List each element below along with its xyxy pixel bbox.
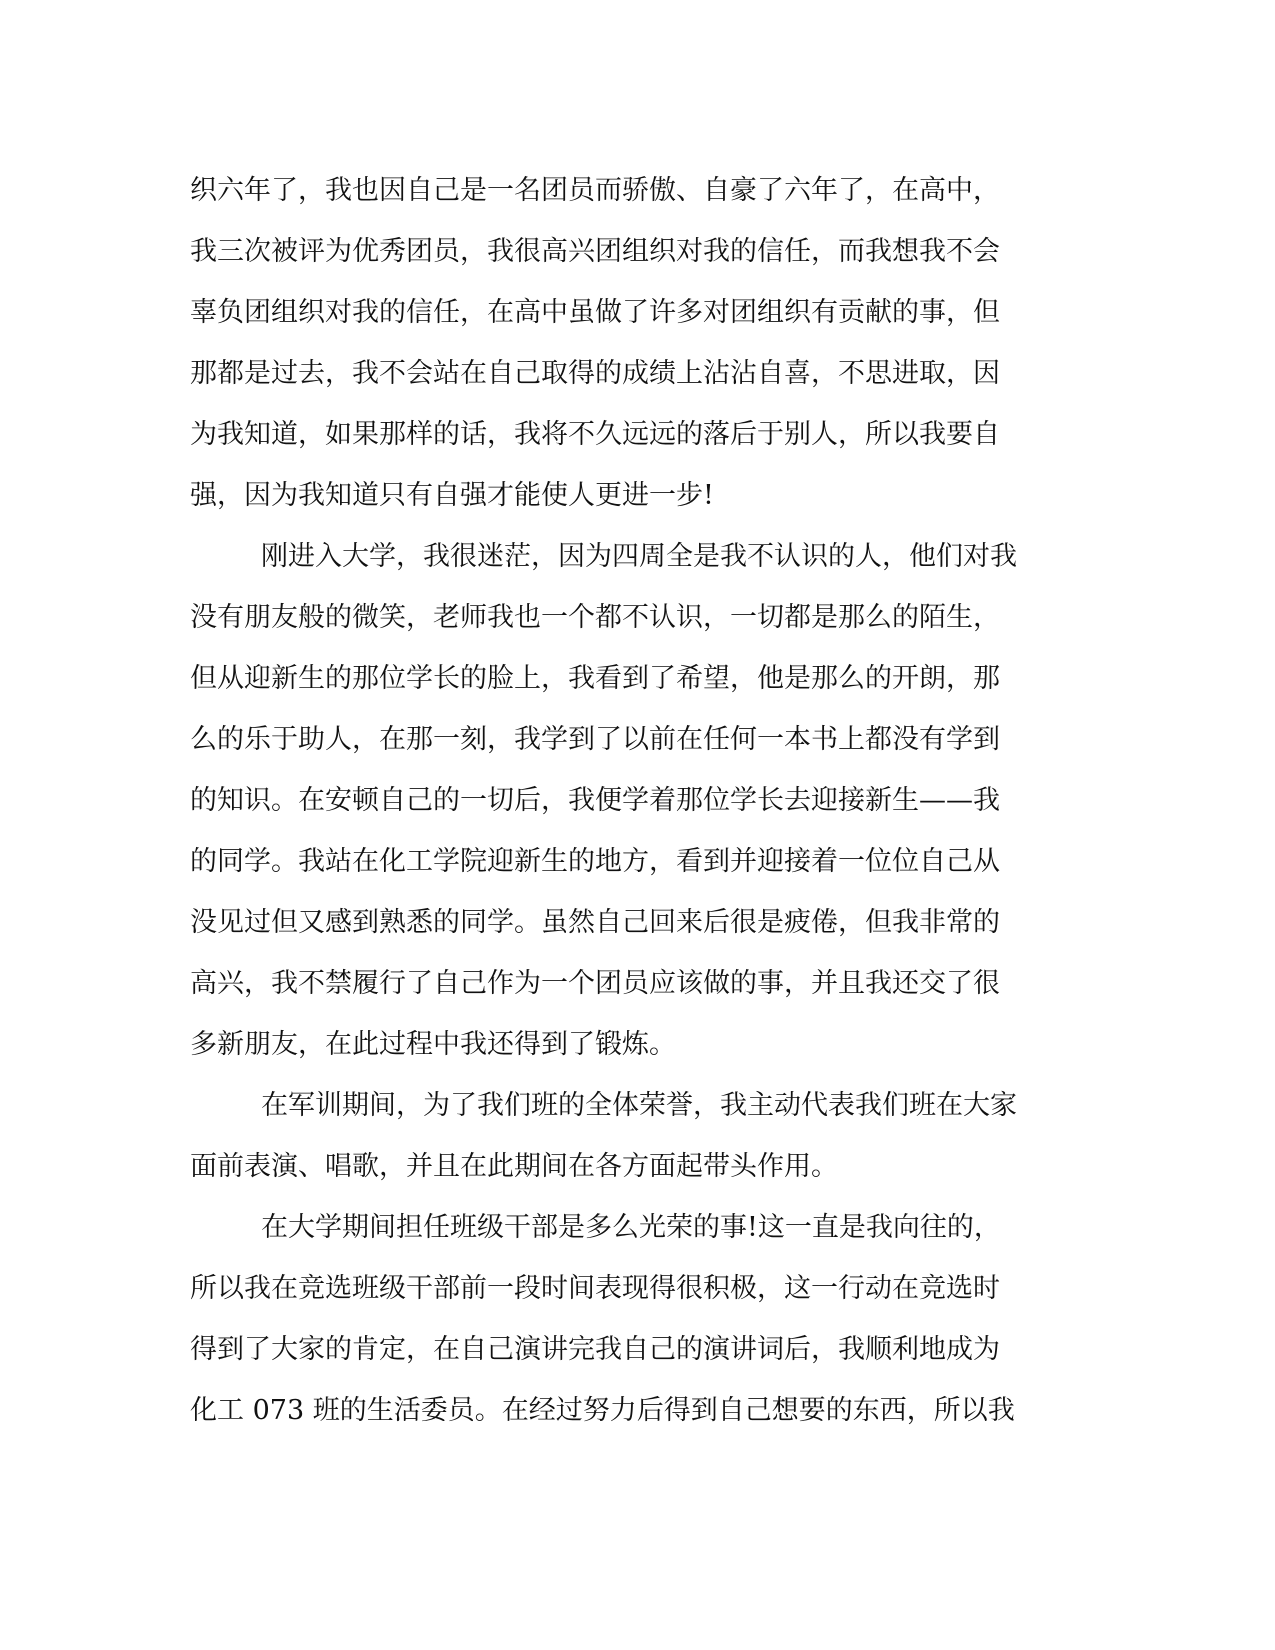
text-line: 所以我在竞选班级干部前一段时间表现得很积极，这一行动在竞选时 xyxy=(190,1273,1000,1304)
paragraph-first-line: 在军训期间，为了我们班的全体荣誉，我主动代表我们班在大家 xyxy=(261,1090,1017,1121)
text-line: 的同学。我站在化工学院迎新生的地方，看到并迎接着一位位自己从 xyxy=(190,846,1000,877)
text-line: 没有朋友般的微笑，老师我也一个都不认识，一切都是那么的陌生， xyxy=(190,602,1000,633)
text-line: 高兴，我不禁履行了自己作为一个团员应该做的事，并且我还交了很 xyxy=(190,968,1000,999)
text-line: 面前表演、唱歌，并且在此期间在各方面起带头作用。 xyxy=(190,1151,838,1182)
text-line: 辜负团组织对我的信任，在高中虽做了许多对团组织有贡献的事，但 xyxy=(190,297,1000,328)
text-line: 得到了大家的肯定，在自己演讲完我自己的演讲词后，我顺利地成为 xyxy=(190,1334,1000,1365)
paragraph-first-line: 在大学期间担任班级干部是多么光荣的事!这一直是我向往的， xyxy=(261,1212,1001,1243)
text-line: 织六年了，我也因自己是一名团员而骄傲、自豪了六年了，在高中， xyxy=(190,175,1000,206)
text-line: 为我知道，如果那样的话，我将不久远远的落后于别人，所以我要自 xyxy=(190,419,1000,450)
text-line: 化工 073 班的生活委员。在经过努力后得到自己想要的东西，所以我 xyxy=(190,1395,1015,1426)
text-line: 那都是过去，我不会站在自己取得的成绩上沾沾自喜，不思进取，因 xyxy=(190,358,1000,389)
paragraph-first-line: 刚进入大学，我很迷茫，因为四周全是我不认识的人，他们对我 xyxy=(261,541,1017,572)
text-line: 的知识。在安顿自己的一切后，我便学着那位学长去迎接新生——我 xyxy=(190,785,1000,816)
text-line: 我三次被评为优秀团员，我很高兴团组织对我的信任，而我想我不会 xyxy=(190,236,1000,267)
text-line: 但从迎新生的那位学长的脸上，我看到了希望，他是那么的开朗，那 xyxy=(190,663,1000,694)
text-line: 没见过但又感到熟悉的同学。虽然自己回来后很是疲倦，但我非常的 xyxy=(190,907,1000,938)
text-line: 强，因为我知道只有自强才能使人更进一步! xyxy=(190,480,714,511)
text-line: 么的乐于助人，在那一刻，我学到了以前在任何一本书上都没有学到 xyxy=(190,724,1000,755)
document-body xyxy=(190,160,1080,1441)
text-line: 多新朋友，在此过程中我还得到了锻炼。 xyxy=(190,1029,676,1060)
